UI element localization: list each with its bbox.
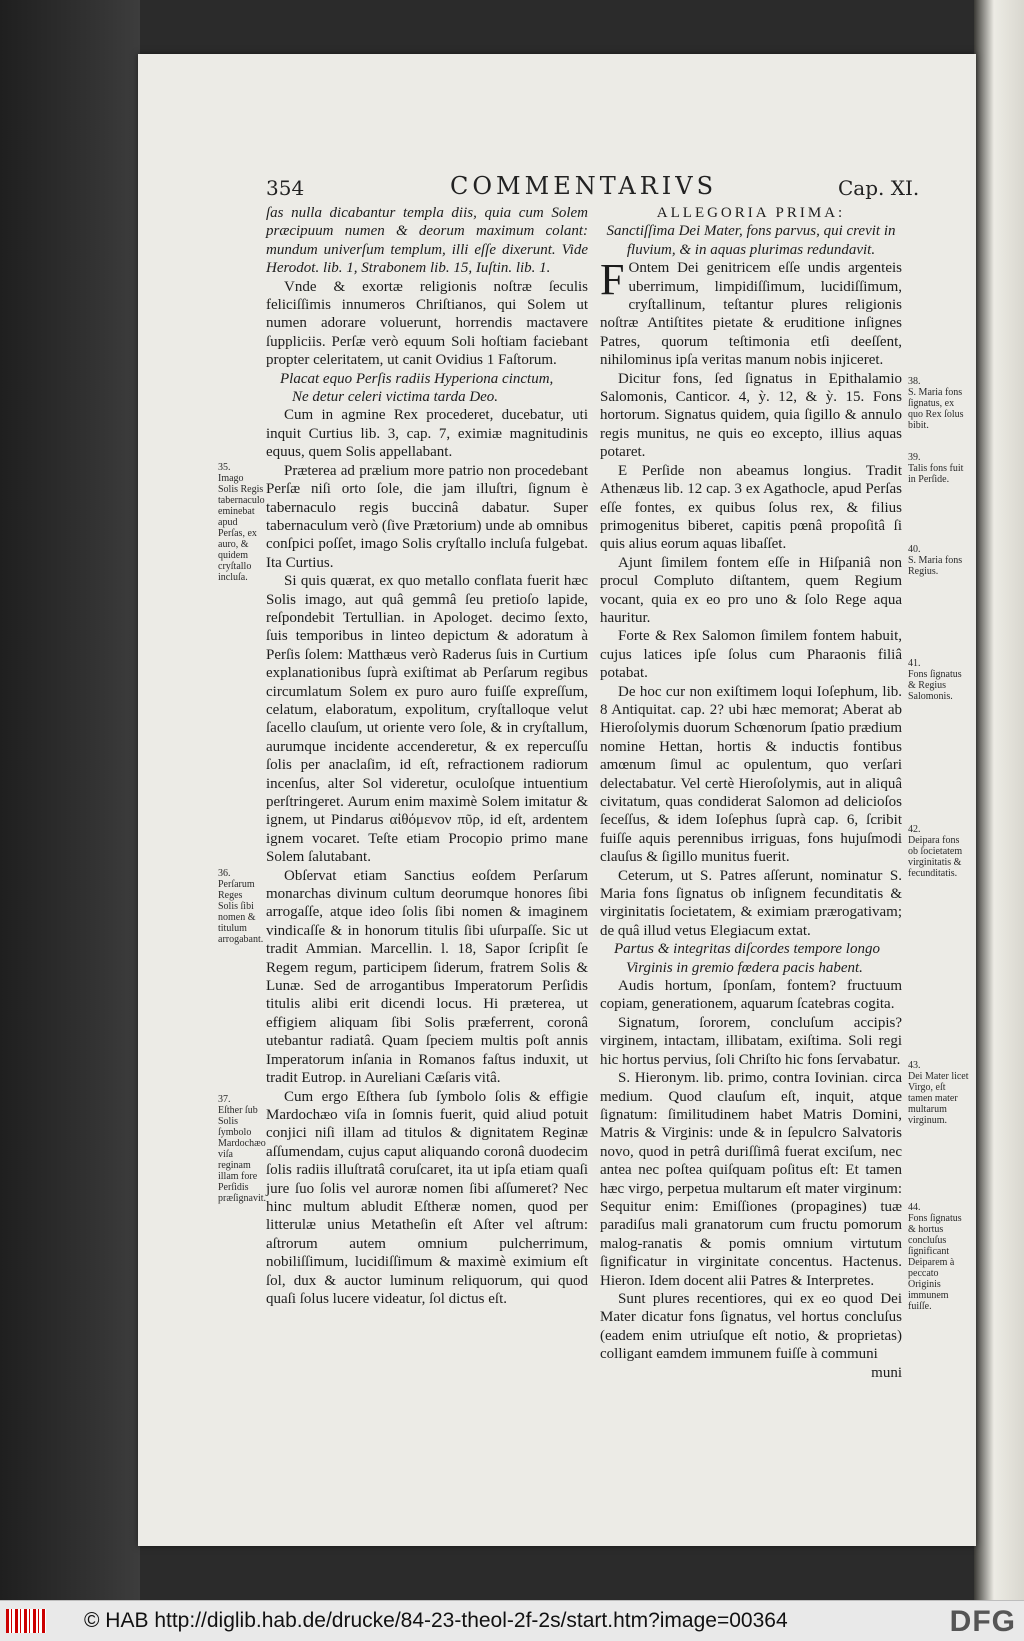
running-title: COMMENTARIVS bbox=[450, 172, 718, 200]
dfg-logo: DFG bbox=[949, 1605, 1016, 1638]
verse-line: Virginis in gremio fœdera pacis habent. bbox=[626, 959, 863, 976]
paragraph: Signatum, ſororem, concluſum accipis? virginem, intactam, illibatam, exiſtima. Soli regi hic hortus pervius, ſoli Chriſto hic fons ſervabatur. bbox=[600, 1014, 902, 1068]
margin-note: 35. Imago Solis Regis tabernaculo eminebat apud Perſas, ex auro, & quidem cryſtallo incluſa. bbox=[218, 462, 265, 583]
paragraph: Ceterum, ut S. Patres aſſerunt, nominatur S. Maria fons ſignatus ob inſignem fecunditatis & virginitatis ſocietatem, & eximiam prærogativam; de quâ illud vetus Elegiacum extat. bbox=[600, 867, 902, 939]
section-subtitle: Sanctiſſima Dei Mater, fons parvus, qui crevit in fluvium, & in aquas plurimas redundavit. bbox=[606, 223, 896, 258]
margin-note: 40. S. Maria fons Regius. bbox=[908, 544, 963, 577]
paragraph: Præterea ad prælium more patrio non procedebant Perſæ niſi orto ſole, die jam illuſtri, ſignum è tabernaculo regis buccinâ dabatur. Super tabernaculum verò (ſive Prætorium) unde ab omnibus conſpici poſſet, imago Solis cryſtallo incluſa fulgebat. Ita Curtius. bbox=[266, 462, 588, 571]
drop-cap: F bbox=[600, 255, 625, 305]
margin-note: 41. Fons ſignatus & Regius Salomonis. bbox=[908, 658, 962, 702]
paragraph: Sunt plures recentiores, qui ex eo quod Dei Mater dicatur fons ſignatus, vel hortus concluſus (eadem enim utriuſque eſt notio, & proprietas) colligant eamdem immunem fuiſſe à communi bbox=[600, 1290, 902, 1363]
margin-note: 44. Fons ſignatus & hortus concluſus ſignificant Deiparem à peccato Originis immunem fuiſſe. bbox=[908, 1202, 962, 1312]
scan-background-left bbox=[0, 0, 140, 1600]
margin-note: 42. Deipara fons ob ſocietatem virginitatis & fecunditatis. bbox=[908, 824, 963, 879]
page-number: 354 bbox=[266, 176, 305, 200]
paragraph: Forte & Rex Salomon ſimilem fontem habuit, cujus latices ipſe ſolus cum Pharaonis filiâ potabat. bbox=[600, 628, 902, 682]
paragraph: E Perſide non abeamus longius. Tradit Athenæus lib. 12 cap. 3 ex Agathocle, apud Perſas eſſe fontes, ex quibus ſolus rex, & filius primogenitus biberet, capitis pœnâ propoſitâ ſi quis alius eorum aquas libaſſet. bbox=[600, 462, 902, 553]
margin-note: 39. Talis fons fuit in Perſide. bbox=[908, 452, 964, 485]
paragraph: Cum ergo Eſthera ſub ſymbolo ſolis & effigie Mardochæo viſa in ſomnis fuerit, quid aliud potuit conjici niſi illam ad titulos & dignitatem Reginæ aſſumendam, cujus caput aliquando coronâ duodecim ſolis radiis illuſtratâ coruſcaret, ita ut ipſa etiam quaſi jure ſuo ſolis vel auroræ nomen ſibi aſſumeret? Nec hinc multum abludit Eſtheræ nomen, quod per litterulæ unius Metatheſin eſt Aſter vel aſtrum: aſtrorum autem omnium pulcherrimum, nobiliſſimum, lucidiſſimum & maximè eximium eſt ſol, dux & auctor luminum reliquorum, qui quod quaſi ſolus lucere videatur, ſol dictus eſt. bbox=[266, 1088, 588, 1307]
barcode-icon bbox=[6, 1609, 46, 1633]
verse-line: Placat equo Perſis radiis Hyperiona cinctum, bbox=[280, 370, 554, 387]
paragraph: De hoc cur non exiſtimem loqui Ioſephum, lib. 8 Antiquitat. cap. 2? ubi hæc memorat; Aberat ab Hieroſolymis duorum Schœnorum ſpatio prædium nomine Hettan, hortis & inductis fontibus amœnum ſimul ac opulentum, quo verſari delectabatur. Vel certè Hieroſolymis, aut in aliquâ civitatum, quas condiderat Salomon ad delicioſos ſeceſſus, & idem Ioſephus ſuprà cap. 6, ſcribit fuiſſe aquis perennibus irriguas, fons hujuſmodi clauſus & ſigillo munitus fuerit. bbox=[600, 683, 902, 866]
viewer-footer bbox=[0, 1600, 1024, 1641]
verse-line: Partus & integritas diſcordes tempore longo bbox=[614, 941, 880, 958]
left-column bbox=[266, 204, 588, 1308]
source-link[interactable]: © HAB http://diglib.hab.de/drucke/84-23-theol-2f-2s/start.htm?image=00364 bbox=[84, 1609, 788, 1632]
paragraph: Dicitur fons, ſed ſignatus in Epithalamio Salomonis, Canticor. 4, ỳ. 12, & ỳ. 15. Fons hortorum. Signatus quidem, quia ſigillo & annulo regis munitus, ne quis eo excepto, illius aquas potaret. bbox=[600, 370, 902, 461]
section-heading: ALLEGORIA PRIMA: bbox=[656, 205, 846, 221]
paragraph: ſas nulla dicabantur templa diis, quia cum Solem præcipuum numen & deorum maximum colant: mundum univerſum templum, illi eſſe dixerunt. Vide Herodot. lib. 1, Strabonem lib. 15, Iuſtin. lib. 1. bbox=[266, 205, 588, 277]
right-column bbox=[600, 204, 902, 1382]
chapter-label: Cap. XI. bbox=[838, 176, 920, 200]
paragraph: Cum in agmine Rex procederet, ducebatur, uti inquit Curtius lib. 3, cap. 7, eximiæ magnitudinis equus, quem Solis appellabant. bbox=[266, 407, 588, 461]
paragraph: Vnde & exortæ religionis noſtræ ſeculis feliciſſimis innumeros Chriſtianos, qui Solem ut numen adorare voluerunt, horrendis mactavere ſuppliciis. Perſæ verò equum Soli hoſtiam faciebant propter celeritatem, ut canit Ovidius 1 Faſtorum. bbox=[266, 278, 588, 369]
catchword: muni bbox=[871, 1364, 902, 1381]
verse-line: Ne detur celeri victima tarda Deo. bbox=[292, 389, 499, 406]
margin-note: 43. Dei Mater licet Virgo, eſt tamen mater multarum virginum. bbox=[908, 1060, 969, 1126]
paragraph: Audis hortum, ſponſam, fontem? fructuum copiam, generationem, aquarum ſcatebras cogita. bbox=[600, 978, 902, 1013]
paragraph: Si quis quærat, ex quo metallo conflata fuerit hæc Solis imago, aut quâ gemmâ ſeu pretioſo lapide, reſpondebit Tertullian. in Apologet. decimo ſexto, ſuis temporibus in linteo depictum & adoratum à Perſis ſolem: Matthæus verò Raderus ſuis in Curtium explanationibus ſuprà exiſtimat ab Perſarum regibus circumlatum Solem ex puro auro fuiſſe expreſſum, celatum, elaboratum, expolitum, cryſtalloque velut ſacello clauſum, ut oriente vero ſole, & in cryſtallum, aurumque incidente accenderetur, & ex repercuſſu ſolis per anaclaſim, id eſt, refractionem radiorum incenſus, alter Sol videretur, oculoſque intuentium perſtringeret. Aurum enim maximè Solem imitatur & ignem, ut Pindarus αἰθόμενον πῦρ, id eſt, ardentem ignem vocaret. Teſte etiam Procopio primo mane Solem ſalutabant. bbox=[266, 573, 588, 866]
margin-note: 36. Perſarum Reges Solis ſibi nomen & titulum arrogabant. bbox=[218, 868, 264, 945]
paragraph: S. Hieronym. lib. primo, contra Iovinian. circa medium. Quod clauſum eſt, inquit, atque ſignatum: ſimilitudinem habet Matris Domini, Matris & Virginis: unde & in ſepulcro Salvatoris novo, quod in petrâ duriſſimâ fuerat exciſum, nec antea nec poſtea quiſquam poſitus eſt: Et tamen hæc virgo, perpetua multarum eſt mater virginum: Sequitur enim: Emiſſiones (propagines) tuæ paradiſus mali granatorum cum fructu pomorum malog-ranatis & pomis omnium virtutum ſignificatur in virginitate concentus. Hactenus. Hieron. Idem docent alii Patres & Interpretes. bbox=[600, 1070, 902, 1289]
running-header bbox=[138, 172, 976, 206]
paragraph: Obſervat etiam Sanctius eoſdem Perſarum monarchas divinum cultum deorumque honores ſibi arrogaſſe, atque ideo ſolis ſibi nomen & imaginem vindicaſſe & in honorum titulis ſibi uſurpaſſe. Sic ut tradit Ammian. Marcellin. l. 18, Sapor ſcripſit ſe Regem regum, participem ſiderum, fratrem Solis & Lunæ. Sed de arrogantibus Imperatorum Perſidis titulis alibi erit dicendi locus. Hi præterea, ut effigiem aliquam ſibi Solis præferrent, coronâ utebantur radiatâ. Quam ſpeciem multis poſt annis Imperatorum inſania in Romanos faſtus induxit, ut tradit Eutrop. in Aureliani Cæſaris vitâ. bbox=[266, 867, 588, 1087]
paragraph: Ajunt ſimilem fontem eſſe in Hiſpaniâ non procul Compluto diſtantem, quem Regium vocant, quia ex eo pro uno & ſolo Rege aqua hauritur. bbox=[600, 554, 902, 626]
margin-note: 37. Eſther ſub Solis ſymbolo Mardochæo viſa reginam illam fore Perſidis præſignavit. bbox=[218, 1094, 267, 1204]
facing-page-edge bbox=[974, 0, 1024, 1600]
paragraph bbox=[600, 255, 902, 369]
margin-note: 38. S. Maria fons ſignatus, ex quo Rex ſolus bibit. bbox=[908, 376, 964, 431]
book-page bbox=[138, 54, 976, 1546]
paragraph-text: Ontem Dei genitricem eſſe undis argenteis uberrimum, limpidiſſimum, lucidiſſimum, cryſtallinum, teſtantur plures religionis noſtræ Antiſtites pietate & eruditione inſignes Patres, quorum teſtimonia etſi deeſſent, nihilominus ipſa veritas manum nobis injiceret. bbox=[600, 260, 902, 369]
